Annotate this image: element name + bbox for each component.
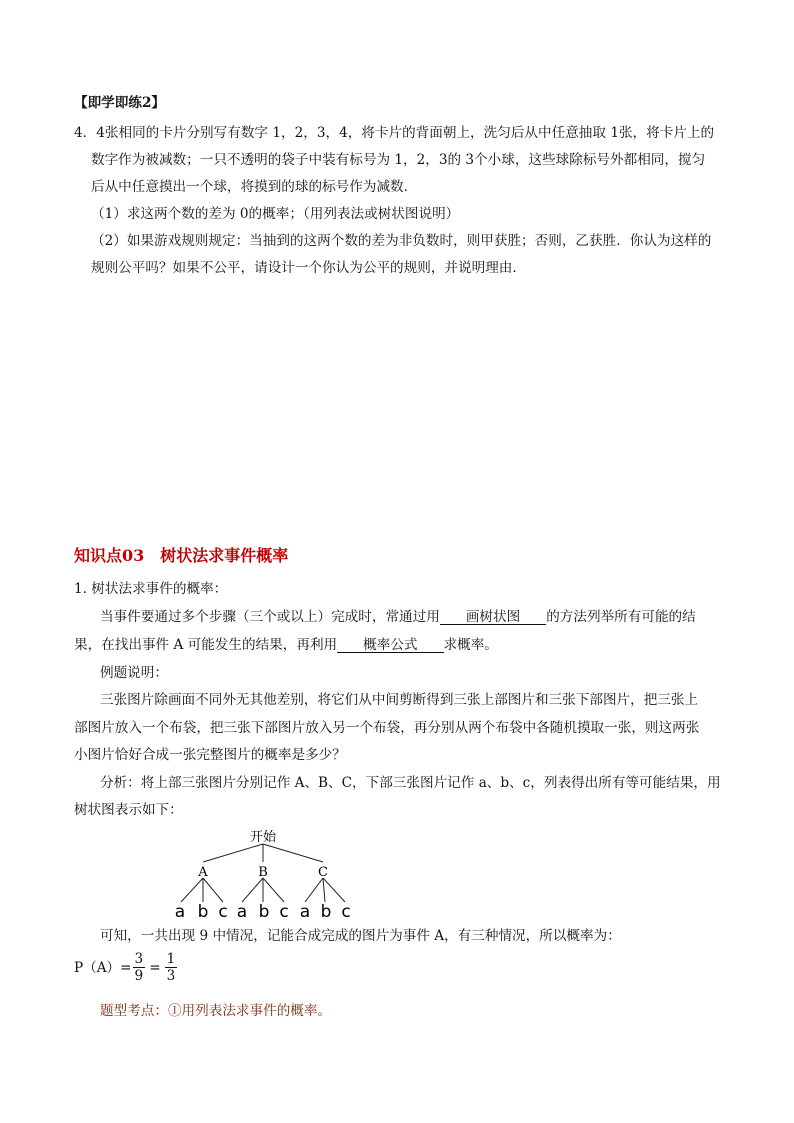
tree-edge <box>323 878 325 902</box>
tree-leaf: c <box>218 902 228 922</box>
fraction-numerator: 1 <box>166 951 176 967</box>
paragraph-1-text-a: 当事件要通过多个步骤（三个或以上）完成时，常通过用 <box>100 609 440 625</box>
paragraph-1-line-1 <box>100 609 696 625</box>
tree-leaf: c <box>341 902 351 922</box>
example-line-1: 三张图片除画面不同外无其他差别，将它们从中间剪断得到三张上部图片和三张下部图片，把三张上 <box>100 692 699 708</box>
paragraph-1-text-b: 的方法列举所有可能的结 <box>546 609 696 625</box>
probability-formula <box>74 952 178 983</box>
tree-method-item: 1. 树状法求事件的概率： <box>74 581 228 597</box>
tree-leaf: b <box>258 902 270 922</box>
tree-leaf: c <box>279 902 289 922</box>
blank-draw-tree: 画树状图 <box>440 610 546 625</box>
tree-node-upper: B <box>258 865 268 880</box>
exam-point: 题型考点：①用列表法求事件的概率。 <box>100 1003 332 1019</box>
fraction-numerator: 3 <box>134 951 144 967</box>
fraction-one-third <box>165 952 178 983</box>
blank-probability-formula: 概率公式 <box>337 638 443 653</box>
example-line-2: 部图片放入一个布袋，把三张下部图片放入另一个布袋，再分别从两个布袋中各随机摸取一张，则这两张 <box>74 720 700 736</box>
conclusion-line: 可知，一共出现 9 中情况，记能合成完成的图片为事件 A，有三种情况，所以概率为： <box>100 928 621 944</box>
tree-node-upper: C <box>318 865 328 880</box>
tree-edge <box>203 844 263 862</box>
analysis-line-2: 树状图表示如下： <box>74 802 183 818</box>
example-label: 例题说明： <box>100 665 168 681</box>
tree-diagram <box>160 822 380 922</box>
question-4-line-3: 后从中任意摸出一个球，将摸到的球的标号作为减数． <box>91 179 418 195</box>
fraction-three-ninths <box>133 952 146 983</box>
question-4-part-1: （1）求这两个数的差为 0的概率；（用列表法或树状图说明） <box>91 206 460 222</box>
formula-prefix: P（A）= <box>74 959 132 976</box>
knowledge-point-heading: 知识点03 树状法求事件概率 <box>74 546 289 565</box>
tree-leaf: b <box>197 902 209 922</box>
question-4-part-2-line-1: （2）如果游戏规则规定：当抽到的这两个数的差为非负数时，则甲获胜；否则，乙获胜．你认为这样的 <box>91 233 712 249</box>
tree-leaf: a <box>236 902 248 922</box>
tree-leaf: a <box>299 902 311 922</box>
tree-edge <box>263 844 323 862</box>
tree-leaf: a <box>174 902 186 922</box>
tree-edge <box>203 878 223 902</box>
tree-edge <box>323 878 345 902</box>
tree-root: 开始 <box>249 830 277 845</box>
analysis-line-1: 分析：将上部三张图片分别记作 A、B、C，下部三张图片记作 a、b、c，列表得出所有等可能结果，用 <box>100 775 721 791</box>
question-4-line-2: 数字作为被减数；一只不透明的袋子中装有标号为 1，2，3的 3个小球，这些球除标号外都相同，搅匀 <box>91 152 706 168</box>
example-line-3: 小图片恰好合成一张完整图片的概率是多少？ <box>74 747 346 763</box>
tree-node-upper: A <box>198 865 208 880</box>
fraction-denominator: 9 <box>134 968 144 984</box>
paragraph-1-text-c: 果，在找出事件 A 可能发生的结果，再利用 <box>74 637 338 653</box>
tree-edge <box>263 878 284 902</box>
question-4-part-2-line-2: 规则公平吗？如果不公平，请设计一个你认为公平的规则，并说明理由． <box>91 260 526 276</box>
tree-edge <box>181 878 203 902</box>
tree-edge <box>242 878 263 902</box>
practice-title: 【即学即练2】 <box>74 95 166 111</box>
question-4-line-1: 4．4张相同的卡片分别写有数字 1，2，3，4，将卡片的背面朝上，洗匀后从中任意抽取 1张，将卡片上的 <box>74 125 715 141</box>
equals-sign: = <box>149 959 161 976</box>
tree-leaf: b <box>320 902 332 922</box>
paragraph-1-line-2 <box>74 637 498 653</box>
tree-edge <box>305 878 323 902</box>
fraction-denominator: 3 <box>166 968 176 984</box>
paragraph-1-text-d: 求概率。 <box>443 637 498 653</box>
